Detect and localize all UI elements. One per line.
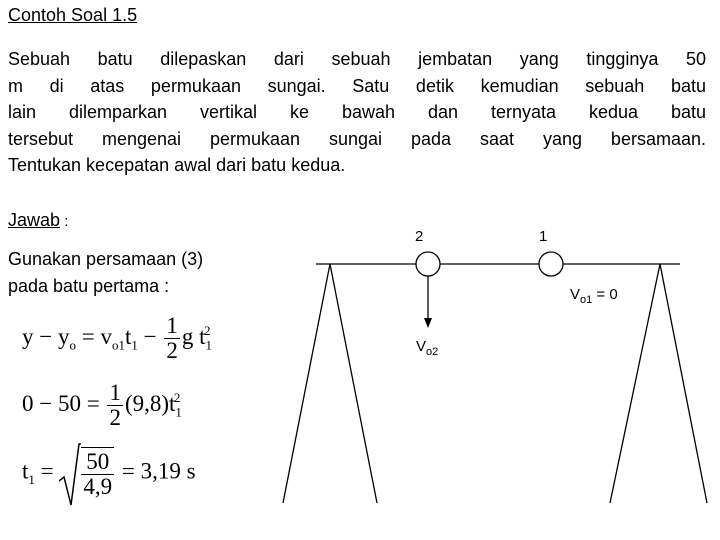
eq1-frac-num: 1 [166, 313, 178, 338]
eq1-g: g t [181, 323, 206, 349]
stone-1-label: 1 [539, 228, 548, 245]
left-pillar [283, 264, 377, 503]
eq2-lhs: 0 − 50 = [22, 390, 106, 416]
eq1-t: t [124, 323, 132, 349]
answer-intro-line: Gunakan persamaan (3) [8, 249, 204, 269]
eq2-frac-num: 1 [109, 380, 121, 405]
stone-2-label: 2 [415, 228, 424, 245]
eq1-g-sub: 1 [205, 337, 212, 353]
arrow-down-icon [424, 318, 432, 328]
answer-heading-colon: : [60, 213, 69, 230]
answer-intro-line: pada batu pertama : [8, 276, 170, 296]
eq1-lhs: y − y [22, 323, 70, 349]
eq1-frac-den: 2 [166, 338, 178, 363]
page-title: Contoh Soal 1.5 [8, 5, 138, 25]
v-o2-sub: o2 [426, 346, 439, 358]
stone-1-icon [539, 252, 563, 276]
v-o2-label [416, 338, 438, 358]
v-o1-symbol: V [570, 286, 581, 303]
stone-2-icon [416, 252, 440, 276]
v-o1-label [570, 286, 618, 306]
eq3-frac-den: 4,9 [83, 474, 113, 499]
answer-heading-word: Jawab [8, 210, 61, 230]
problem-line: tersebut mengenai permukaan sungai pada saat yang bersamaan. [8, 128, 706, 149]
eq3-frac-num: 50 [81, 450, 114, 475]
eq1-g-sup: 2 [203, 323, 211, 339]
eq3-lhs-sub: 1 [28, 471, 35, 487]
problem-line: m di atas permukaan sungai. Satu detik kemudian sebuah batu [8, 75, 706, 96]
eq1-lhs-sub: o [69, 337, 76, 353]
problem-line: Tentukan kecepatan awal dari batu kedua. [8, 155, 346, 175]
eq3-equals: = [34, 458, 60, 484]
eq2-frac-den: 2 [109, 405, 121, 430]
eq1-minus: − [137, 323, 163, 349]
eq1-mid: = v [75, 323, 112, 349]
eq3-lhs: t [22, 458, 29, 484]
eq1-mid-sub: o1 [111, 337, 125, 353]
eq2-rhs-sub: 1 [175, 404, 182, 420]
problem-line: Sebuah batu dilepaskan dari sebuah jembatan yang tingginya 50 [8, 49, 706, 69]
problem-line: lain dilemparkan vertikal ke bawah dan ternyata kedua batu [8, 102, 706, 122]
v-o1-sub: o1 [580, 294, 593, 306]
eq2-rhs: (9,8)t [124, 390, 176, 416]
eq1-t-sub: 1 [131, 337, 138, 353]
eq3-rhs: = 3,19 s [116, 458, 196, 484]
eq2-rhs-sup: 2 [173, 390, 181, 406]
v-o1-value: = 0 [592, 286, 618, 303]
v-o2-symbol: V [416, 338, 427, 355]
right-pillar [610, 264, 707, 503]
